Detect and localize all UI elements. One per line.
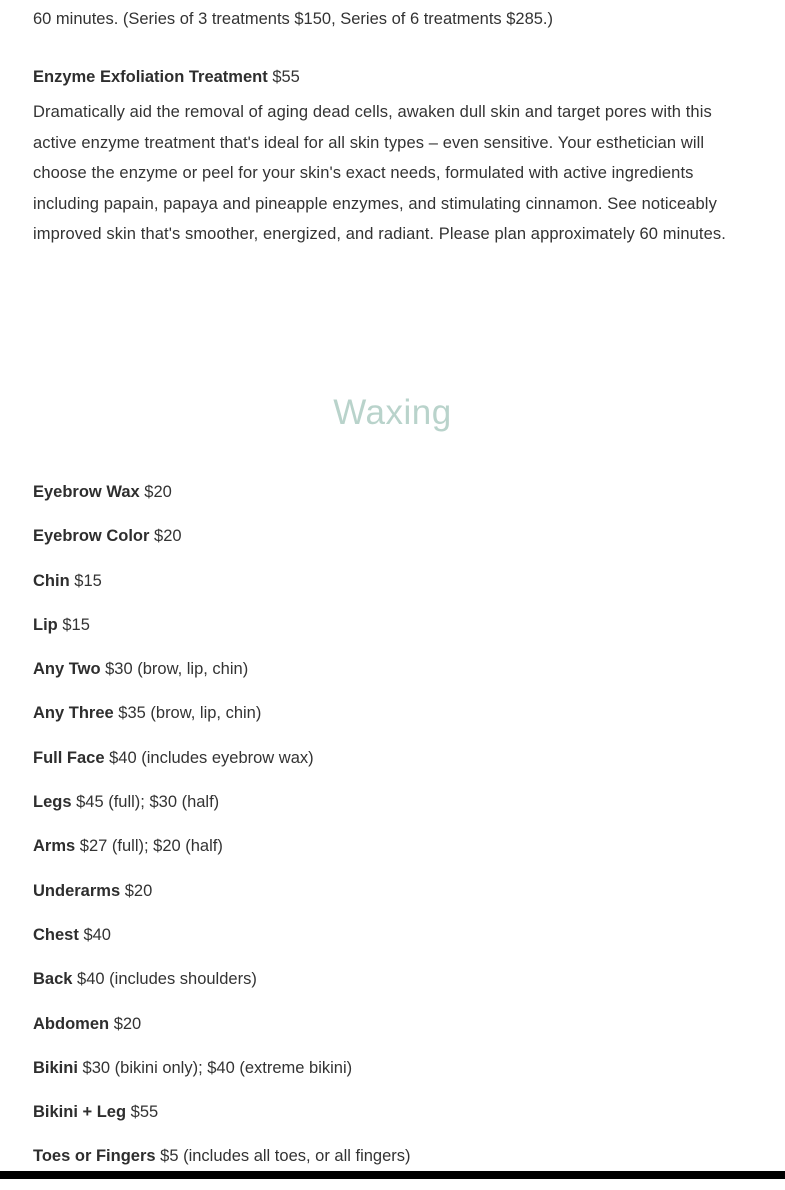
enzyme-service-description: Dramatically aid the removal of aging dead cells, awaken dull skin and target pores with this active enzyme treatment that's ideal for all skin types – even sensitive. Your esthetician will choose the enzyme or peel for your skin's exact needs, formulated with active ingredients including papain, papaya and pineapple enzymes, and stimulating cinnamon. See noticeably improved skin that's smoother, energized, and radiant. Please plan approximately 60 minutes.	[33, 103, 726, 244]
wax-item-back	[33, 968, 411, 1012]
wax-item-any-three	[33, 702, 411, 746]
wax-item-price: $15	[62, 615, 90, 634]
wax-item-price: $20	[113, 1014, 142, 1033]
wax-item-eyebrow-color	[33, 525, 411, 569]
wax-item-legs	[33, 791, 411, 835]
wax-item-chin	[33, 570, 411, 614]
wax-item-price: $30 (bikini only); $40 (extreme bikini)	[82, 1058, 353, 1077]
wax-item-any-two	[33, 658, 411, 702]
wax-item-name: Back	[33, 970, 73, 989]
wax-item-name: Any Three	[33, 704, 114, 723]
wax-item-name: Eyebrow Wax	[33, 483, 140, 501]
wax-item-name: Lip	[33, 615, 58, 634]
wax-item-price: $20	[124, 881, 153, 900]
bottom-edge-bar	[0, 1171, 785, 1179]
wax-item-price: $40 (includes shoulders)	[77, 970, 257, 989]
wax-item-price: $45 (full); $30 (half)	[76, 793, 220, 812]
waxing-section-title: Waxing	[333, 393, 452, 432]
wax-item-toes-fingers	[33, 1145, 411, 1189]
wax-item-name: Toes or Fingers	[33, 1147, 156, 1166]
wax-item-price: $27 (full); $20 (half)	[79, 837, 223, 856]
wax-item-underarms	[33, 880, 411, 924]
wax-item-price: $30 (brow, lip, chin)	[105, 660, 249, 679]
wax-item-chest	[33, 924, 411, 968]
wax-item-price: $15	[74, 571, 102, 590]
wax-item-bikini	[33, 1057, 411, 1101]
wax-item-price: $20	[154, 527, 182, 546]
enzyme-service-name: Enzyme Exfoliation Treatment	[33, 68, 268, 86]
wax-item-price: $20	[144, 483, 172, 501]
wax-item-price: $55	[130, 1103, 159, 1122]
enzyme-service-heading	[33, 66, 300, 88]
wax-item-name: Chin	[33, 571, 70, 590]
wax-item-name: Abdomen	[33, 1014, 110, 1033]
wax-item-eyebrow-wax	[33, 481, 411, 525]
wax-item-lip	[33, 614, 411, 658]
wax-item-name: Any Two	[33, 660, 101, 679]
wax-item-full-face	[33, 747, 411, 791]
wax-item-price: $5 (includes all toes, or all fingers)	[160, 1147, 411, 1166]
wax-item-arms	[33, 835, 411, 879]
wax-item-price: $35 (brow, lip, chin)	[118, 704, 262, 723]
wax-item-abdomen	[33, 1013, 411, 1057]
waxing-price-list	[33, 481, 411, 1190]
wax-item-name: Bikini	[33, 1058, 78, 1077]
wax-item-name: Arms	[33, 837, 76, 856]
wax-item-name: Eyebrow Color	[33, 527, 150, 546]
wax-item-name: Bikini + Leg	[33, 1103, 127, 1122]
wax-item-price: $40	[83, 925, 111, 944]
wax-item-name: Underarms	[33, 881, 121, 900]
facial-series-pricing-text: 60 minutes. (Series of 3 treatments $150, Series of 6 treatments $285.)	[33, 10, 554, 28]
wax-item-bikini-leg	[33, 1101, 411, 1145]
wax-item-price: $40 (includes eyebrow wax)	[109, 748, 314, 767]
wax-item-name: Legs	[33, 793, 72, 812]
enzyme-service-price: $55	[272, 68, 300, 86]
wax-item-name: Chest	[33, 925, 79, 944]
wax-item-name: Full Face	[33, 748, 105, 767]
